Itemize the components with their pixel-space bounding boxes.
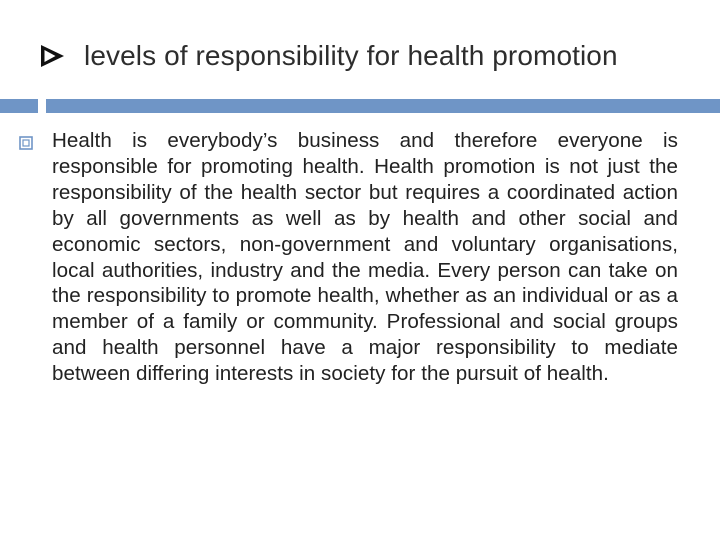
bullet-item [18, 128, 678, 387]
slide-content [18, 128, 678, 387]
title-row [38, 38, 618, 74]
accent-bar-right [46, 99, 720, 113]
square-bullet-icon [18, 135, 36, 153]
body-paragraph: Health is everybody’s business and therefore everyone is responsible for promoting health. Health promotion is not just the responsibility of the health sector but requires a coordinated action by all governments as well as by health and other social and economic sectors, non-government and voluntary organisations, local authorities, industry and the media. Every person can take on the responsibility to promote health, whether as an individual or as a member of a family or community. Professional and social groups and health personnel have a major responsibility to mediate between differing interests in society for the pursuit of health. [52, 129, 678, 386]
slide-title: levels of responsibility for health promotion [84, 40, 618, 71]
slide-header [0, 0, 720, 95]
arrow-right-icon [38, 43, 68, 69]
accent-bar-left [0, 99, 38, 113]
